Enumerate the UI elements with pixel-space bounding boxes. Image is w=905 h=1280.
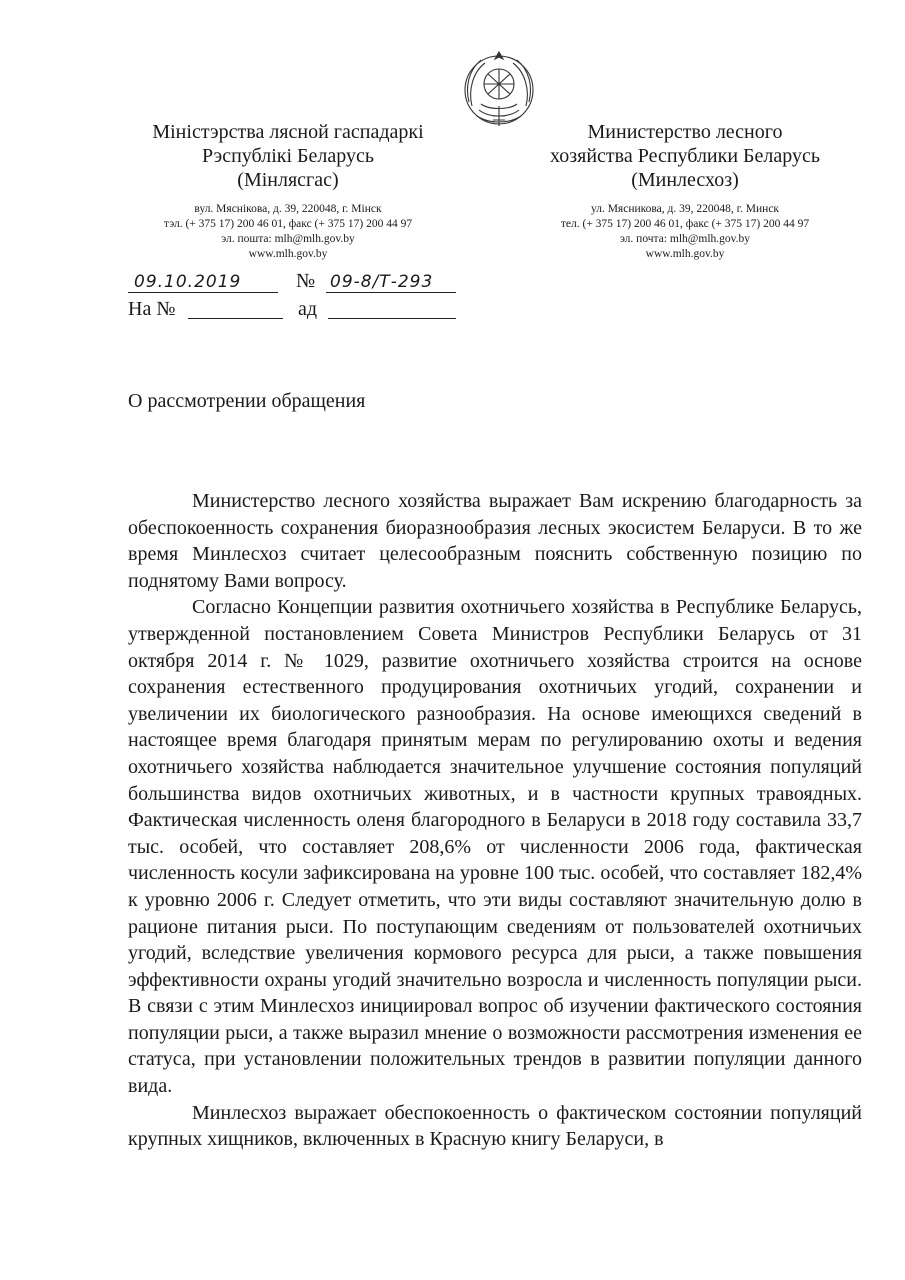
body-paragraph: Министерство лесного хозяйства выражает Вам искрению благодарность за обеспокоенность сохранения биоразнообразия лесных экосистем Беларуси. В то же время Минлесхоз считает целесообразным пояснить собственную позицию по поднятому Вами вопросу.: [128, 490, 862, 592]
header-left: [128, 120, 448, 262]
registration-line: [128, 270, 458, 294]
org-name-belarusian: Міністэрства лясной гаспадаркі Рэспублікі Беларусь (Мінлясгас): [152, 121, 424, 191]
reply-to-blank: [188, 318, 283, 319]
number-label: №: [296, 270, 316, 292]
address-russian: ул. Мясникова, д. 39, 220048, г. Минск тел. (+ 375 17) 200 46 01, факс (+ 375 17) 200 44 97 эл. почта: mlh@mlh.gov.by www.mlh.gov.by: [560, 203, 810, 260]
letter-body: [128, 488, 862, 1153]
coat-of-arms-icon: [459, 46, 539, 130]
date-underline: [128, 292, 278, 293]
org-name-russian: Министерство лесного хозяйства Республики Беларусь (Минлесхоз): [550, 121, 820, 191]
reply-from-label: ад: [298, 298, 318, 320]
body-paragraph: Минлесхоз выражает обеспокоенность о фактическом состоянии популяций крупных хищников, включенных в Красную книгу Беларуси, в: [128, 1101, 862, 1151]
number-underline: [326, 292, 456, 293]
document-number: 09-8/Т-293: [330, 272, 434, 292]
reply-reference-line: [128, 298, 458, 322]
document-date: 09.10.2019: [134, 272, 242, 292]
reply-from-blank: [328, 318, 456, 319]
letter-subject: О рассмотрении обращения: [128, 390, 366, 412]
address-belarusian: вул. Мяснікова, д. 39, 220048, г. Мінск тэл. (+ 375 17) 200 46 01, факс (+ 375 17) 200 44 97 эл. пошта: mlh@mlh.gov.by www.mlh.gov.by: [163, 203, 413, 260]
reply-to-label: На №: [128, 298, 176, 320]
body-paragraph: Согласно Концепции развития охотничьего хозяйства в Республике Беларусь, утвержденной постановлением Совета Министров Республики Беларусь от 31 октября 2014 г. № 1029, развитие охотничьего хозяйства строится на основе сохранения естественного продуцирования охотничьих угодий, сохранении и увеличении их биологического разнообразия. На основе имеющихся сведений в настоящее время благодаря принятым мерам по регулированию охоты и ведения охотничьего хозяйства наблюдается значительное улучшение состояния популяций большинства видов охотничьих животных, и в частности крупных травоядных. Фактическая численность оленя благородного в Беларуси в 2018 году составила 33,7 тыс. особей, что составляет 208,6% от численности 2006 года, фактическая численность косули зафиксирована на уровне 100 тыс. особей, что составляет 182,4% к уровню 2006 г. Следует отметить, что эти виды составляют значительную долю в рационе питания рыси. По поступающим сведениям от пользователей охотничьих угодий, вследствие увеличения кормового ресурса для рыси, а также повышения эффективности охраны угодий значительно возросла и численность популяции рыси. В связи с этим Минлесхоз инициировал вопрос об изучении фактического состояния популяции рыси, а также выразил мнение о возможности рассмотрения изменения ее статуса, при установлении положительных трендов в развитии популяции данного вида.: [128, 596, 862, 1098]
header-right: [520, 120, 850, 262]
